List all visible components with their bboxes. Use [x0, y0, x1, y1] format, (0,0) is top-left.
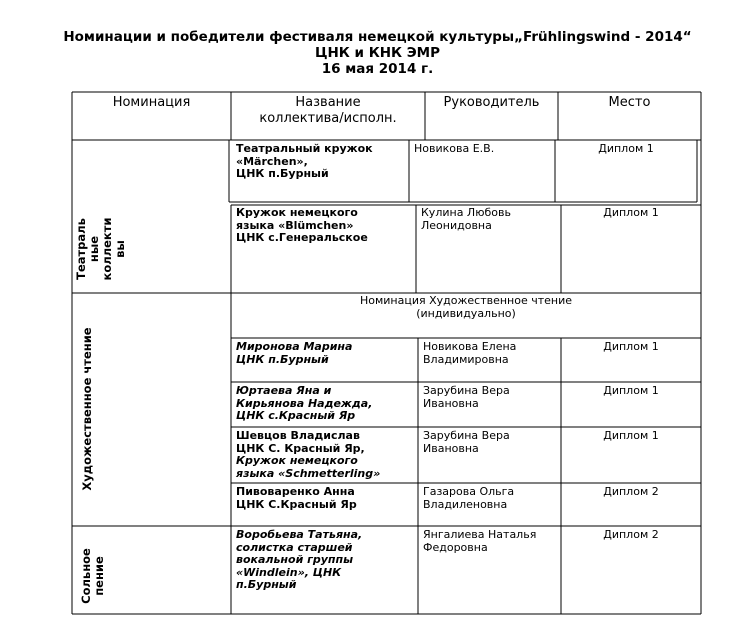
- section-label-reading: Художественное чтение: [80, 327, 94, 491]
- table-row-5-leader: Зарубина Вера Ивановна: [423, 429, 510, 455]
- table-row-6-leader: Газарова Ольга Владиленовна: [423, 485, 515, 511]
- table-row-4-place: Диплом 1: [603, 384, 659, 397]
- table-row-6-name: Пивоваренко Анна ЦНК С.Красный Яр: [236, 485, 357, 511]
- document-date: 16 мая 2014 г.: [321, 61, 434, 77]
- table-row-1-leader: Новикова Е.В.: [414, 142, 495, 155]
- section-label-solo: Сольное пение: [79, 548, 106, 604]
- table-row-3-name: Миронова Марина ЦНК п.Бурный: [236, 340, 353, 366]
- reading-banner: Номинация Художественное чтение (индивидуально): [359, 294, 573, 320]
- table-row-7-leader: Янгалиева Наталья Федоровна: [423, 528, 537, 554]
- table-row-1-name: Театральный кружок «Märchen», ЦНК п.Бурный: [236, 142, 373, 180]
- table-row-7-place: Диплом 2: [603, 528, 659, 541]
- table-row-2-leader: Кулина Любовь Леонидовна: [421, 206, 511, 232]
- column-header-place: Место: [608, 95, 651, 110]
- column-header-leader: Руководитель: [443, 95, 540, 110]
- column-header-nomination: Номинация: [112, 95, 191, 110]
- column-header-name-line1: Название: [295, 95, 361, 110]
- table-row-5-name: Шевцов Владислав ЦНК С. Красный Яр, Кружок немецкого языка «Schmetterling»: [236, 429, 381, 480]
- table-row-2-name: Кружок немецкого языка «Blümchen» ЦНК с.Генеральское: [236, 206, 368, 244]
- table-row-7-name: Воробьева Татьяна, солистка старшей вокальной группы «Windlein», ЦНК п.Бурный: [236, 528, 363, 591]
- section-label-theatre: Театраль ные коллекти вы: [74, 217, 127, 281]
- table-row-2-place: Диплом 1: [603, 206, 659, 219]
- document-subtitle: ЦНК и КНК ЭМР: [314, 45, 441, 61]
- table-row-5-place: Диплом 1: [603, 429, 659, 442]
- column-header-name-line2: коллектива/исполн.: [259, 111, 397, 126]
- table-row-4-name: Юртаева Яна и Кирьянова Надежда, ЦНК с.Красный Яр: [236, 384, 373, 422]
- document-title: Номинации и победители фестиваля немецкой культуры„Frühlingswind - 2014“: [63, 29, 692, 45]
- table-row-1-place: Диплом 1: [598, 142, 654, 155]
- table-row-3-place: Диплом 1: [603, 340, 659, 353]
- table-row-3-leader: Новикова Елена Владимировна: [423, 340, 517, 366]
- table-row-6-place: Диплом 2: [603, 485, 659, 498]
- table-row-4-leader: Зарубина Вера Ивановна: [423, 384, 510, 410]
